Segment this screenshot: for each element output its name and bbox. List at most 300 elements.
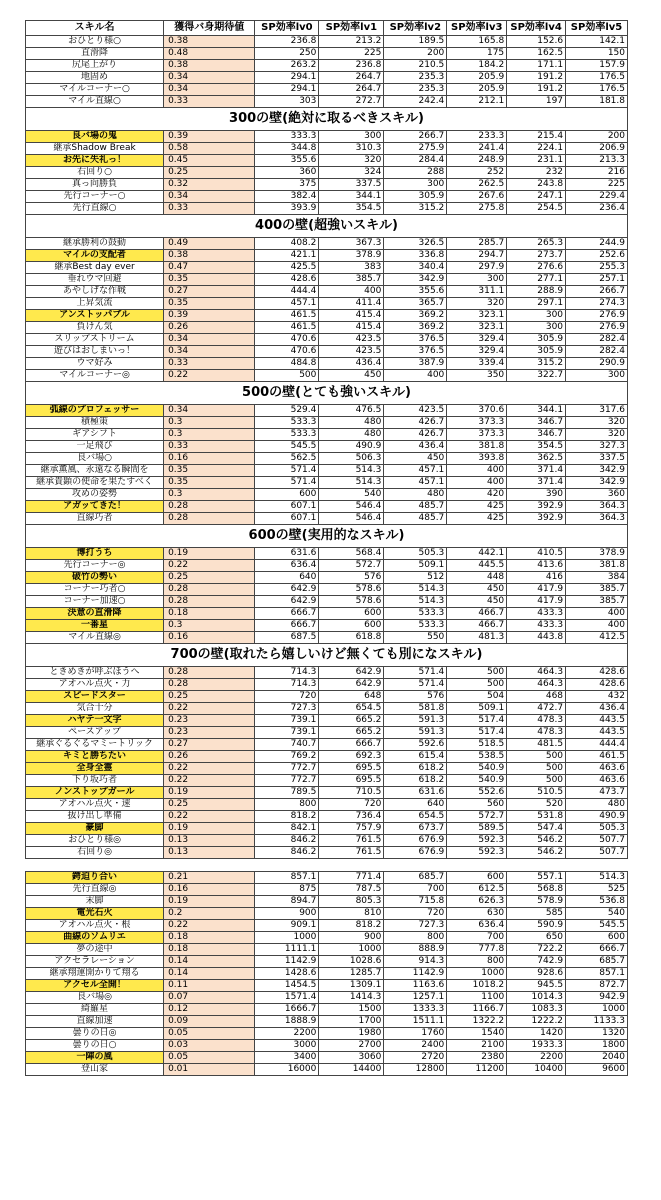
expected-gain-cell: 0.58 [164,143,255,155]
sp-efficiency-cell: 300 [384,179,447,191]
skill-name-cell: 良バ場の鬼 [26,131,164,143]
sp-efficiency-cell: 320 [319,155,384,167]
sp-efficiency-cell: 16000 [255,1064,319,1076]
table-row [26,596,628,608]
expected-gain-cell: 0.21 [164,872,255,884]
sp-efficiency-cell: 150 [566,48,628,60]
skill-table-container [25,20,628,1076]
sp-efficiency-cell: 205.9 [447,72,507,84]
section-heading-row [26,108,628,131]
sp-efficiency-cell: 342.9 [566,477,628,489]
skill-name-cell: 電光石火 [26,908,164,920]
skill-name-cell: 先行コーナー○ [26,191,164,203]
sp-efficiency-cell: 294.1 [255,72,319,84]
sp-efficiency-cell: 1800 [566,1040,628,1052]
sp-efficiency-cell: 433.3 [507,608,566,620]
sp-efficiency-cell: 520 [507,799,566,811]
sp-efficiency-cell: 300 [507,322,566,334]
sp-efficiency-cell: 592.3 [447,835,507,847]
expected-gain-cell: 0.35 [164,274,255,286]
sp-efficiency-cell: 425 [447,501,507,513]
sp-efficiency-cell: 591.3 [384,727,447,739]
sp-efficiency-cell: 676.9 [384,847,447,859]
expected-gain-cell: 0.28 [164,679,255,691]
table-row [26,944,628,956]
skill-name-cell: 一番星 [26,620,164,632]
sp-efficiency-cell: 162.5 [507,48,566,60]
sp-efficiency-cell: 342.9 [384,274,447,286]
skill-name-cell: 破竹の勢い [26,572,164,584]
sp-efficiency-cell: 411.4 [319,298,384,310]
table-row [26,262,628,274]
sp-efficiency-cell: 700 [447,932,507,944]
sp-efficiency-cell: 2200 [507,1052,566,1064]
sp-efficiency-cell: 1111.1 [255,944,319,956]
sp-efficiency-cell: 241.4 [447,143,507,155]
sp-efficiency-cell: 142.1 [566,36,628,48]
sp-efficiency-cell: 224.1 [507,143,566,155]
skill-name-cell: 右回り○ [26,167,164,179]
table-row [26,358,628,370]
sp-efficiency-cell: 290.9 [566,358,628,370]
table-row [26,620,628,632]
sp-efficiency-cell: 666.7 [319,739,384,751]
sp-efficiency-cell: 761.5 [319,847,384,859]
sp-efficiency-cell: 714.3 [255,667,319,679]
sp-efficiency-cell: 176.5 [566,84,628,96]
skill-name-cell: 曇りの日○ [26,1040,164,1052]
sp-efficiency-cell: 400 [566,608,628,620]
sp-efficiency-cell: 367.3 [319,238,384,250]
sp-efficiency-cell: 571.4 [384,679,447,691]
table-row [26,1064,628,1076]
sp-efficiency-cell: 546.4 [319,501,384,513]
skill-name-cell: 綺羅星 [26,1004,164,1016]
expected-gain-cell: 0.35 [164,477,255,489]
table-body [26,36,628,1076]
table-row [26,932,628,944]
sp-efficiency-cell: 666.7 [566,944,628,956]
sp-efficiency-cell: 484.8 [255,358,319,370]
expected-gain-cell: 0.22 [164,811,255,823]
sp-efficiency-cell: 928.6 [507,968,566,980]
sp-efficiency-cell: 490.9 [319,441,384,453]
sp-efficiency-cell: 337.5 [319,179,384,191]
sp-efficiency-cell: 346.7 [507,417,566,429]
expected-gain-cell: 0.26 [164,751,255,763]
skill-name-cell: 決意の直滑降 [26,608,164,620]
sp-efficiency-cell: 592.3 [447,847,507,859]
sp-efficiency-cell: 392.9 [507,513,566,525]
table-row [26,298,628,310]
table-row [26,155,628,167]
skill-name-cell: スピードスター [26,691,164,703]
skill-name-cell: アオハル点火・根 [26,920,164,932]
sp-efficiency-cell: 415.4 [319,322,384,334]
sp-efficiency-cell: 2380 [447,1052,507,1064]
sp-efficiency-cell: 631.6 [384,787,447,799]
sp-efficiency-cell: 1700 [319,1016,384,1028]
sp-efficiency-cell: 276.9 [566,322,628,334]
table-row [26,980,628,992]
sp-efficiency-cell: 533.3 [384,608,447,620]
expected-gain-cell: 0.47 [164,262,255,274]
skill-name-cell: 抜け出し準備 [26,811,164,823]
sp-efficiency-cell: 504 [447,691,507,703]
skill-name-cell: アクセラレーション [26,956,164,968]
table-row [26,679,628,691]
sp-efficiency-cell: 369.2 [384,322,447,334]
sp-efficiency-cell: 378.9 [566,548,628,560]
sp-efficiency-cell: 393.9 [255,203,319,215]
sp-efficiency-cell: 254.5 [507,203,566,215]
table-row [26,179,628,191]
sp-efficiency-cell: 425 [447,513,507,525]
sp-efficiency-cell: 500 [447,679,507,691]
sp-efficiency-cell: 436.4 [384,441,447,453]
skill-name-cell: 積極策 [26,417,164,429]
sp-efficiency-cell: 509.1 [447,703,507,715]
sp-efficiency-cell: 215.4 [507,131,566,143]
sp-efficiency-cell: 531.8 [507,811,566,823]
sp-efficiency-cell: 1018.2 [447,980,507,992]
sp-efficiency-cell: 1454.5 [255,980,319,992]
sp-efficiency-cell: 277.1 [507,274,566,286]
sp-efficiency-cell: 512 [384,572,447,584]
expected-gain-cell: 0.27 [164,739,255,751]
table-row [26,691,628,703]
sp-efficiency-cell: 536.8 [566,896,628,908]
sp-efficiency-cell: 714.3 [255,679,319,691]
skill-name-cell: 先行直線○ [26,203,164,215]
sp-efficiency-cell: 355.6 [384,286,447,298]
sp-efficiency-cell: 1500 [319,1004,384,1016]
skill-name-cell: 鍔迫り合い [26,872,164,884]
expected-gain-cell: 0.38 [164,60,255,72]
skill-name-cell: マイル直線◎ [26,632,164,644]
sp-efficiency-cell: 1420 [507,1028,566,1040]
sp-efficiency-cell: 212.1 [447,96,507,108]
sp-efficiency-cell: 722.2 [507,944,566,956]
sp-efficiency-cell: 560 [447,799,507,811]
section-gap [26,859,628,872]
expected-gain-cell: 0.25 [164,799,255,811]
sp-efficiency-cell: 618.2 [384,775,447,787]
sp-efficiency-cell: 443.5 [566,727,628,739]
sp-efficiency-cell: 448 [447,572,507,584]
sp-efficiency-cell: 408.2 [255,238,319,250]
sp-efficiency-cell: 600 [255,489,319,501]
sp-efficiency-cell: 464.3 [507,679,566,691]
sp-efficiency-cell: 546.4 [319,513,384,525]
sp-efficiency-cell: 506.3 [319,453,384,465]
sp-efficiency-cell: 1540 [447,1028,507,1040]
sp-efficiency-cell: 942.9 [566,992,628,1004]
sp-efficiency-cell: 442.1 [447,548,507,560]
expected-gain-cell: 0.38 [164,36,255,48]
sp-efficiency-cell: 514.3 [319,477,384,489]
sp-efficiency-cell: 294.7 [447,250,507,262]
sp-efficiency-cell: 666.7 [255,608,319,620]
sp-efficiency-cell: 490.9 [566,811,628,823]
sp-efficiency-cell: 303 [255,96,319,108]
table-row [26,908,628,920]
expected-gain-cell: 0.23 [164,727,255,739]
expected-gain-cell: 0.13 [164,847,255,859]
sp-efficiency-cell: 385.7 [566,596,628,608]
skill-name-cell: 曲線のソムリエ [26,932,164,944]
sp-efficiency-cell: 1133.3 [566,1016,628,1028]
table-row [26,920,628,932]
sp-efficiency-cell: 275.9 [384,143,447,155]
sp-efficiency-cell: 557.1 [507,872,566,884]
table-row [26,1016,628,1028]
expected-gain-cell: 0.25 [164,572,255,584]
sp-efficiency-cell: 2200 [255,1028,319,1040]
sp-efficiency-cell: 578.6 [319,596,384,608]
sp-efficiency-cell: 400 [447,477,507,489]
expected-gain-cell: 0.14 [164,968,255,980]
sp-efficiency-cell: 264.7 [319,72,384,84]
sp-efficiency-cell: 914.3 [384,956,447,968]
skill-name-cell: おひとり様◎ [26,835,164,847]
expected-gain-cell: 0.07 [164,992,255,1004]
expected-gain-cell: 0.3 [164,620,255,632]
sp-efficiency-cell: 417.9 [507,596,566,608]
sp-efficiency-cell: 337.5 [566,453,628,465]
skill-name-cell: 先行コーナー◎ [26,560,164,572]
expected-gain-cell: 0.2 [164,908,255,920]
table-row [26,286,628,298]
sp-efficiency-cell: 540.9 [447,775,507,787]
sp-efficiency-cell: 1000 [255,932,319,944]
expected-gain-cell: 0.18 [164,608,255,620]
sp-efficiency-cell: 626.3 [447,896,507,908]
sp-efficiency-cell: 1322.2 [447,1016,507,1028]
table-row [26,465,628,477]
sp-efficiency-cell: 320 [566,429,628,441]
expected-gain-cell: 0.13 [164,835,255,847]
sp-efficiency-cell: 572.7 [447,811,507,823]
sp-efficiency-cell: 1014.3 [507,992,566,1004]
sp-efficiency-cell: 2400 [384,1040,447,1052]
expected-gain-cell: 0.22 [164,703,255,715]
sp-efficiency-cell: 197 [507,96,566,108]
sp-efficiency-cell: 428.6 [566,679,628,691]
sp-efficiency-cell: 225 [566,179,628,191]
sp-efficiency-cell: 636.4 [255,560,319,572]
sp-efficiency-cell: 315.2 [507,358,566,370]
sp-efficiency-cell: 350 [447,370,507,382]
expected-gain-cell: 0.25 [164,167,255,179]
skill-name-cell: アクセル全開！ [26,980,164,992]
sp-efficiency-cell: 344.1 [319,191,384,203]
sp-efficiency-cell: 376.5 [384,334,447,346]
sp-efficiency-cell: 420 [447,489,507,501]
sp-efficiency-cell: 191.2 [507,84,566,96]
skill-name-cell: ハヤテ一文字 [26,715,164,727]
expected-gain-cell: 0.34 [164,346,255,358]
sp-efficiency-cell: 640 [384,799,447,811]
header-sp-lv1: SP効率lv1 [319,21,384,36]
table-row [26,322,628,334]
sp-efficiency-cell: 252 [447,167,507,179]
sp-efficiency-cell: 509.1 [384,560,447,572]
sp-efficiency-cell: 415.4 [319,310,384,322]
sp-efficiency-cell: 371.4 [507,465,566,477]
expected-gain-cell: 0.33 [164,96,255,108]
expected-gain-cell: 0.32 [164,179,255,191]
sp-efficiency-cell: 736.4 [319,811,384,823]
skill-name-cell: 直滑降 [26,48,164,60]
table-row [26,370,628,382]
expected-gain-cell: 0.19 [164,787,255,799]
sp-efficiency-cell: 500 [255,370,319,382]
skill-name-cell: 博打うち [26,548,164,560]
table-row [26,872,628,884]
sp-efficiency-cell: 478.3 [507,727,566,739]
sp-efficiency-cell: 800 [255,799,319,811]
sp-efficiency-cell: 590.9 [507,920,566,932]
sp-efficiency-cell: 1666.7 [255,1004,319,1016]
section-heading: 500の壁(とても強いスキル) [26,382,628,405]
sp-efficiency-cell: 772.7 [255,775,319,787]
table-row [26,96,628,108]
skill-name-cell: 先行直線◎ [26,884,164,896]
sp-efficiency-cell: 612.5 [447,884,507,896]
sp-efficiency-cell: 642.9 [319,667,384,679]
table-row [26,632,628,644]
skill-name-cell: マイルコーナー○ [26,84,164,96]
table-row [26,1052,628,1064]
expected-gain-cell: 0.19 [164,896,255,908]
table-row [26,1040,628,1052]
table-row [26,250,628,262]
expected-gain-cell: 0.05 [164,1028,255,1040]
sp-efficiency-cell: 571.4 [255,465,319,477]
sp-efficiency-cell: 578.9 [507,896,566,908]
sp-efficiency-cell: 1571.4 [255,992,319,1004]
table-row [26,489,628,501]
skill-name-cell: 末脚 [26,896,164,908]
sp-efficiency-cell: 676.9 [384,835,447,847]
sp-efficiency-cell: 480 [384,489,447,501]
sp-efficiency-cell: 371.4 [507,477,566,489]
sp-efficiency-cell: 648 [319,691,384,703]
sp-efficiency-cell: 514.3 [319,465,384,477]
sp-efficiency-cell: 300 [507,310,566,322]
sp-efficiency-cell: 244.9 [566,238,628,250]
sp-efficiency-cell: 329.4 [447,346,507,358]
sp-efficiency-cell: 481.3 [447,632,507,644]
sp-efficiency-cell: 909.1 [255,920,319,932]
sp-efficiency-cell: 1000 [566,1004,628,1016]
expected-gain-cell: 0.22 [164,560,255,572]
expected-gain-cell: 0.11 [164,980,255,992]
header-expected-gain: 獲得バ身期待値 [164,21,255,36]
expected-gain-cell: 0.49 [164,238,255,250]
sp-efficiency-cell: 2040 [566,1052,628,1064]
skill-name-cell: ウマ好み [26,358,164,370]
sp-efficiency-cell: 236.4 [566,203,628,215]
sp-efficiency-cell: 323.1 [447,322,507,334]
sp-efficiency-cell: 243.8 [507,179,566,191]
sp-efficiency-cell: 538.5 [447,751,507,763]
skill-name-cell: 地固め [26,72,164,84]
expected-gain-cell: 0.33 [164,203,255,215]
sp-efficiency-cell: 450 [319,370,384,382]
table-row [26,608,628,620]
sp-efficiency-cell: 507.7 [566,847,628,859]
sp-efficiency-cell: 589.5 [447,823,507,835]
sp-efficiency-cell: 654.5 [319,703,384,715]
sp-efficiency-cell: 191.2 [507,72,566,84]
expected-gain-cell: 0.05 [164,1052,255,1064]
table-row [26,560,628,572]
sp-efficiency-cell: 436.4 [566,703,628,715]
sp-efficiency-cell: 800 [384,932,447,944]
sp-efficiency-cell: 742.9 [507,956,566,968]
section-heading-row [26,525,628,548]
sp-efficiency-cell: 568.4 [319,548,384,560]
sp-efficiency-cell: 562.5 [255,453,319,465]
table-row [26,548,628,560]
sp-efficiency-cell: 3060 [319,1052,384,1064]
sp-efficiency-cell: 265.3 [507,238,566,250]
sp-efficiency-cell: 297.9 [447,262,507,274]
expected-gain-cell: 0.33 [164,358,255,370]
sp-efficiency-cell: 630 [447,908,507,920]
skill-name-cell: 直線加速 [26,1016,164,1028]
sp-efficiency-cell: 510.5 [507,787,566,799]
table-row [26,501,628,513]
sp-efficiency-cell: 720 [319,799,384,811]
sp-efficiency-cell: 640 [255,572,319,584]
sp-efficiency-cell: 426.7 [384,429,447,441]
table-row [26,191,628,203]
sp-efficiency-cell: 235.3 [384,84,447,96]
sp-efficiency-cell: 340.4 [384,262,447,274]
sp-efficiency-cell: 618.8 [319,632,384,644]
sp-efficiency-cell: 666.7 [255,620,319,632]
sp-efficiency-cell: 642.9 [255,584,319,596]
expected-gain-cell: 0.27 [164,286,255,298]
sp-efficiency-cell: 540 [319,489,384,501]
sp-efficiency-cell: 772.7 [255,763,319,775]
sp-efficiency-cell: 266.7 [566,286,628,298]
sp-efficiency-cell: 500 [447,667,507,679]
expected-gain-cell: 0.09 [164,1016,255,1028]
sp-efficiency-cell: 1309.1 [319,980,384,992]
table-row [26,131,628,143]
sp-efficiency-cell: 695.5 [319,775,384,787]
header-sp-lv0: SP効率lv0 [255,21,319,36]
skill-name-cell: 継承薫風、永遠なる瞬間を [26,465,164,477]
sp-efficiency-cell: 400 [566,620,628,632]
expected-gain-cell: 0.16 [164,453,255,465]
skill-name-cell: ノンストップガール [26,787,164,799]
sp-efficiency-cell: 480 [319,417,384,429]
skill-name-cell: 豪脚 [26,823,164,835]
expected-gain-cell: 0.28 [164,584,255,596]
skill-name-cell: 継承Shadow Break [26,143,164,155]
sp-efficiency-cell: 592.6 [384,739,447,751]
table-row [26,715,628,727]
sp-efficiency-cell: 757.9 [319,823,384,835]
sp-efficiency-cell: 1166.7 [447,1004,507,1016]
sp-efficiency-cell: 444.4 [255,286,319,298]
sp-efficiency-cell: 585 [507,908,566,920]
